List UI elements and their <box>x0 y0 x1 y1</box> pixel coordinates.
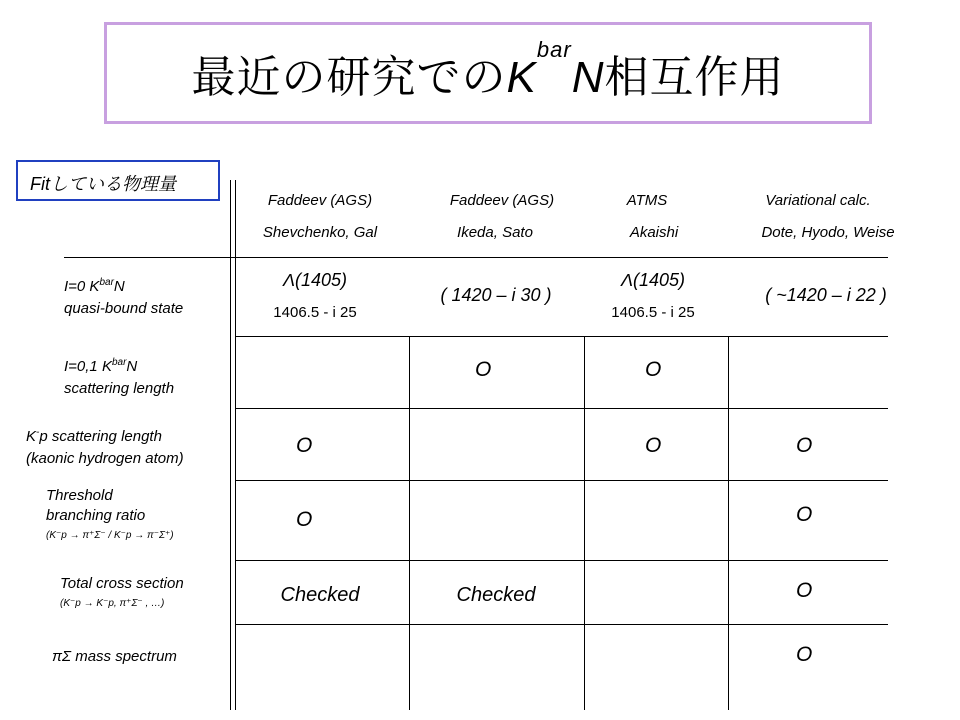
page-title: 最近の研究での$K^{bar}N$相互作用 <box>191 37 785 102</box>
r2c2-mark: O <box>475 358 492 381</box>
r1c3-value: 1406.5 - i 25 <box>611 304 695 321</box>
fit-label-box <box>16 160 220 201</box>
r1c1-label: Λ(1405) <box>282 270 348 290</box>
label-divider-b <box>235 180 236 710</box>
col1-authors: Shevchenko, Gal <box>262 224 378 241</box>
r5c2-checked: Checked <box>456 584 536 606</box>
row-label-branching-ratio: Threshold branching ratio (K⁻p → π⁺Σ⁻ / K⁻p → π⁻Σ⁺) <box>46 487 174 541</box>
r3c4-mark: O <box>796 434 813 457</box>
row-divider-2 <box>236 408 888 409</box>
header-divider <box>64 257 888 258</box>
col2-authors: Ikeda, Sato <box>457 224 533 241</box>
col-divider-1 <box>409 336 410 710</box>
col-divider-3 <box>728 336 729 710</box>
r3c1-mark: O <box>296 434 313 457</box>
r5c4-mark: O <box>796 579 813 602</box>
col1-method: Faddeev (AGS) <box>267 192 373 209</box>
row-divider-1 <box>236 336 888 337</box>
r5c1-checked: Checked <box>280 584 360 606</box>
row-divider-4 <box>236 560 888 561</box>
row-divider-5 <box>236 624 888 625</box>
row-label-scattering-length: I=0,1 $K^{bar}N$ scattering length <box>64 357 175 397</box>
col-divider-2 <box>584 336 585 710</box>
r1c4-value: ( ~1420 – i 22 ) <box>765 285 887 305</box>
fit-label: Fitしている物理量 <box>30 174 176 194</box>
r4c1-mark: O <box>296 508 313 531</box>
r1c1-value: 1406.5 - i 25 <box>273 304 357 321</box>
r4c4-mark: O <box>796 503 813 526</box>
col2-method: Faddeev (AGS) <box>449 192 555 209</box>
r1c3-label: Λ(1405) <box>620 270 686 290</box>
row-label-kaonic-hydrogen: K-p scattering length (kaonic hydrogen atom) <box>26 427 184 467</box>
title-box <box>104 22 872 124</box>
r3c3-mark: O <box>645 434 662 457</box>
col3-authors: Akaishi <box>629 224 679 241</box>
row-label-quasi-bound: I=0 $K^{bar}N$ quasi-bound state <box>64 277 184 317</box>
col3-method: ATMS <box>626 192 668 209</box>
r6c4-mark: O <box>796 643 813 666</box>
row-label-total-cross-section: Total cross section (K⁻p → K⁻p, π⁺Σ⁻ , …) <box>60 575 184 609</box>
r1c2-value: ( 1420 – i 30 ) <box>440 285 552 305</box>
r2c3-mark: O <box>645 358 662 381</box>
col4-authors: Dote, Hyodo, Weise <box>761 224 895 241</box>
label-divider-a <box>230 180 231 710</box>
row-divider-3 <box>236 480 888 481</box>
row-label-mass-spectrum: πΣ mass spectrum <box>52 648 177 665</box>
col4-method: Variational calc. <box>765 192 871 209</box>
